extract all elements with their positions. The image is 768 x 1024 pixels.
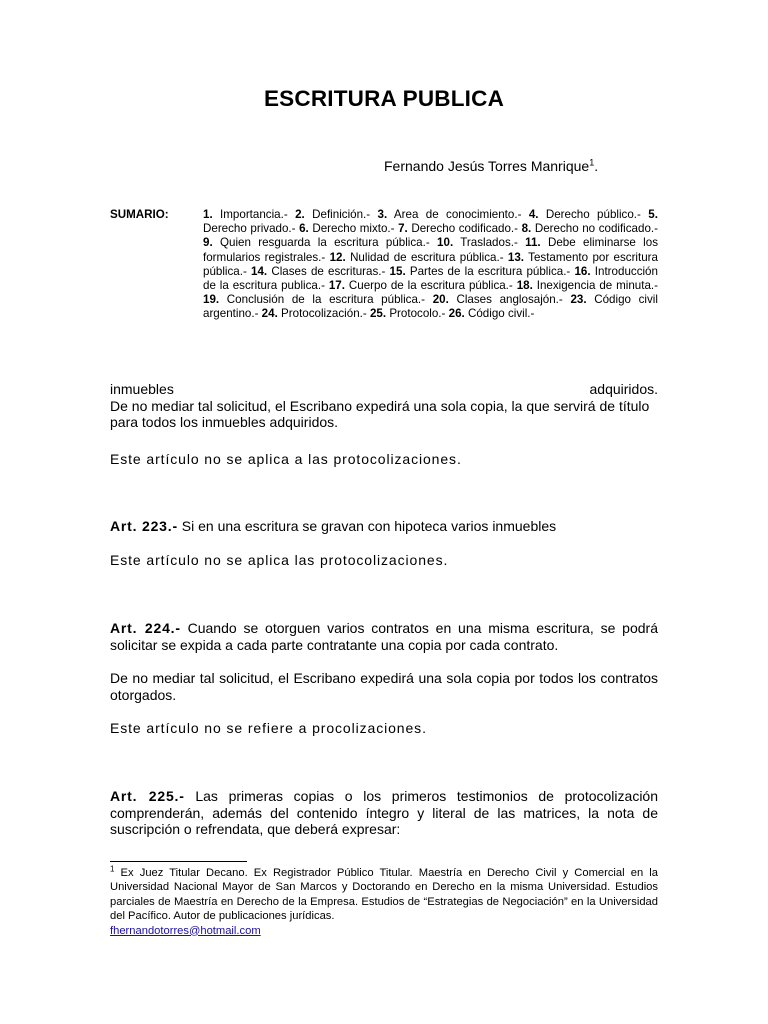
sumario-item-number: 20. <box>432 293 449 307</box>
article-text: Las primeras copias o los primeros testimonios de protocolización comprenderán, además del contenido íntegro y literal de las matrices, la nota de suscripción o refrendata, que deberá expresar: <box>110 788 658 838</box>
paragraph: Este artículo no se aplica a las protocolizaciones. <box>110 451 462 467</box>
paragraph: De no mediar tal solicitud, el Escribano expedirá una sola copia, la que servirá de título para todos los inmuebles adquiridos. <box>110 397 650 431</box>
author-line <box>384 158 598 174</box>
sumario-item-number: 14. <box>251 264 268 278</box>
sumario-item-text: Introducción de la escritura publica.- <box>203 264 658 293</box>
sumario-item-text: Código civil argentino.- <box>203 293 658 321</box>
sumario-item-number: 26. <box>448 307 465 321</box>
body-block-3 <box>110 552 658 569</box>
sumario-item-text: Testamento por escritura pública.- <box>203 250 658 278</box>
body-block-2 <box>110 451 658 468</box>
sumario-item-text: Debe eliminarse los formularios registrales.- <box>203 236 658 264</box>
sumario-item-number: 24. <box>261 307 278 321</box>
article-text: Si en una escritura se gravan con hipoteca varios inmuebles <box>177 518 557 534</box>
sumario-item-number: 12. <box>329 250 346 264</box>
sumario-item-text: Quien resguarda la escritura pública.- <box>220 236 430 250</box>
sumario-item-text: Area de conocimiento.- <box>393 208 522 221</box>
article-225 <box>110 788 658 838</box>
sumario-item-number: 13. <box>507 250 525 264</box>
sumario-block <box>110 208 658 322</box>
sumario-item-text: Nulidad de escritura pública.- <box>350 250 504 264</box>
paragraph: De no mediar tal solicitud, el Escribano expedirá una sola copia por todos los contratos otorgados. <box>110 670 658 703</box>
paragraph: Este artículo no se refiere a procolizaciones. <box>110 720 427 736</box>
article-label: Art. 223.- <box>110 518 178 534</box>
sumario-item-number: 18. <box>516 279 533 293</box>
sumario-item-number: 19. <box>203 293 220 307</box>
body-block-4 <box>110 670 658 703</box>
sumario-item-text: Código civil.- <box>467 307 535 321</box>
sumario-item-text: Inexigencia de minuta.- <box>536 279 658 293</box>
sumario-item-number: 25. <box>369 307 387 321</box>
sumario-items <box>203 208 658 322</box>
sumario-item-text: Derecho público.- <box>545 208 641 221</box>
sumario-item-text: Clases anglosajón.- <box>456 293 563 307</box>
sumario-item-text: Derecho privado.- <box>203 222 296 236</box>
article-223 <box>110 518 658 535</box>
article-text: Cuando se otorguen varios contratos en una misma escritura, se podrá solicitar se expida a cada parte contratante una copia por cada contrato. <box>110 620 658 653</box>
sumario-item-number: 7. <box>398 222 408 236</box>
footnote-text: Ex Juez Titular Decano. Ex Registrador Público Titular. Maestría en Derecho Civil y Comercial en la Universidad Nacional Mayor de San Marcos y Doctorando en Derecho en la misma Universidad. Estudios parciales de Maestría en Derecho de la Empresa. Estudios de “Estrategias de Negociación” en la Universidad del Pacífico. Autor de publicaciones jurídicas. <box>110 867 658 923</box>
sumario-item-text: Importancia.- <box>220 208 288 221</box>
sumario-item-number: 1. <box>203 208 213 221</box>
footnote-ref: 1 <box>110 864 115 874</box>
author-name: Fernando Jesús Torres Manrique <box>384 158 590 174</box>
sumario-item-number: 17. <box>328 279 345 293</box>
sumario-item-number: 2. <box>295 208 305 221</box>
author-footnote-ref[interactable]: 1 <box>589 157 595 168</box>
fragment-right: adquiridos. <box>589 381 658 397</box>
sumario-item-number: 3. <box>377 208 388 221</box>
sumario-item-text: Definición.- <box>312 208 371 221</box>
paragraph: Este artículo no se aplica las protocolizaciones. <box>110 552 449 568</box>
fragment-left: inmuebles <box>110 381 174 397</box>
sumario-item-text: Derecho mixto.- <box>312 222 395 236</box>
sumario-item-text: Clases de escrituras.- <box>271 264 386 278</box>
sumario-item-number: 5. <box>648 208 658 221</box>
sumario-item-number: 11. <box>525 236 541 250</box>
article-label: Art. 224.- <box>110 620 181 636</box>
sumario-item-number: 9. <box>203 236 213 250</box>
sumario-item-number: 10. <box>437 236 454 250</box>
sumario-item-number: 16. <box>574 264 591 278</box>
sumario-item-text: Protocolo.- <box>389 307 446 321</box>
sumario-item-text: Conclusión de la escritura pública.- <box>226 293 426 307</box>
sumario-item-number: 8. <box>521 222 532 236</box>
sumario-label: SUMARIO: <box>110 208 169 221</box>
sumario-item-text: Derecho codificado.- <box>411 222 519 236</box>
footnote-separator <box>110 861 247 862</box>
author-trailing: . <box>594 158 599 174</box>
sumario-item-text: Partes de la escritura pública.- <box>409 264 571 278</box>
article-224 <box>110 620 658 653</box>
body-block-1 <box>110 381 658 431</box>
sumario-item-number: 23. <box>570 293 587 307</box>
article-label: Art. 225.- <box>110 788 185 804</box>
sumario-item-text: Cuerpo de la escritura pública.- <box>348 279 513 293</box>
document-title: ESCRITURA PUBLICA <box>263 86 505 111</box>
sumario-item-number: 15. <box>389 264 406 278</box>
sumario-item-number: 6. <box>299 222 309 236</box>
sumario-item-text: Protocolización.- <box>281 307 367 321</box>
sumario-item-text: Traslados.- <box>460 236 518 250</box>
sumario-item-text: Derecho no codificado.- <box>534 222 658 236</box>
fragment-line <box>110 381 658 398</box>
footnote <box>110 866 658 938</box>
sumario-item-number: 4. <box>528 208 539 221</box>
footnote-email-link[interactable]: fhernandotorres@hotmail.com <box>110 924 261 937</box>
body-block-5 <box>110 720 658 737</box>
